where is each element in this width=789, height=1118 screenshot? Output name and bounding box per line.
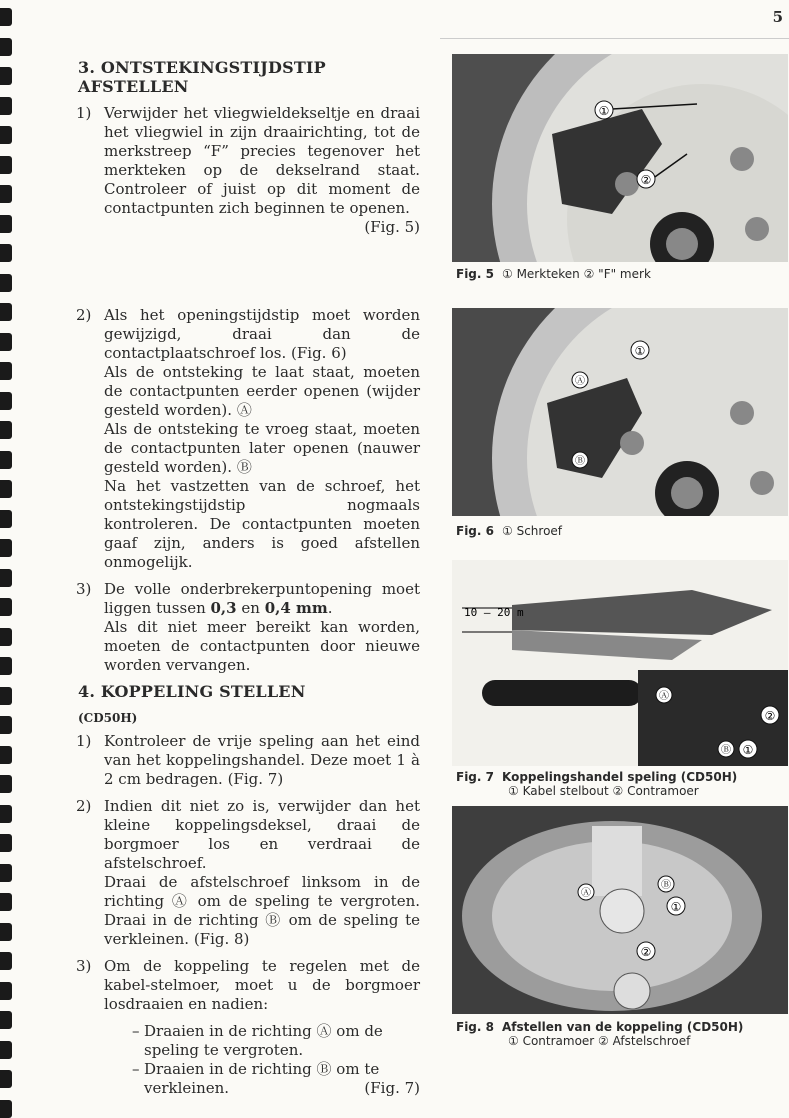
binding-ring — [0, 303, 12, 321]
binding-ring — [0, 775, 12, 793]
binding-ring — [0, 1041, 12, 1059]
binding-ring — [0, 805, 12, 823]
binding-ring — [0, 67, 12, 85]
page-number: 5 — [772, 8, 783, 26]
binding-ring — [0, 215, 12, 233]
fig6-callout-b: Ⓑ — [575, 456, 585, 467]
step-3-2: 2) Als het openingstijdstip moet worden gewijzigd, draai dan de contactplaatschroef los. (Fig. 6) Als de ontsteking te laat staat, moeten de contactpunten eerder openen (wijder gesteld worden). Ⓐ Als de ontsteking te vroeg staat, moeten de contactpunten later openen (nauwer gesteld worden). Ⓑ Na het vastzetten van de schroef, het ontstekingstijdstip nogmaals kontroleren. De contactpunten moeten gaaf zijn, anders is goed afstellen onmogelijk. — [76, 306, 420, 571]
binding-ring — [0, 598, 12, 616]
section-3-continued — [60, 306, 420, 683]
binding-ring — [0, 1070, 12, 1088]
binding-ring — [0, 746, 12, 764]
fig6-photo — [452, 308, 788, 516]
fig5-photo — [452, 54, 788, 262]
top-rule — [440, 38, 789, 39]
binding-ring — [0, 539, 12, 557]
binding-ring — [0, 569, 12, 587]
dash-item-2: – Draaien in de richting Ⓑ om te verkleinen. (Fig. 7) — [132, 1060, 420, 1097]
binding-ring — [0, 480, 12, 498]
binding-ring — [0, 421, 12, 439]
model-label: (CD50H) — [78, 711, 138, 725]
fig8-callout-a: Ⓐ — [581, 888, 591, 899]
fig7-callout-1: ① — [742, 743, 754, 757]
fig7-range: 10 — 20 m — [464, 606, 524, 619]
fig5-caption: Fig. 5 ① Merkteken ② "F" merk — [456, 267, 651, 281]
fig8-caption: Fig. 8 Afstellen van de koppeling (CD50H) ① Contramoer ② Afstelschroef — [456, 1020, 744, 1048]
fig8-photo — [452, 806, 788, 1014]
fig8-callout-1: ① — [670, 900, 682, 914]
binding-ring — [0, 392, 12, 410]
spiral-binding — [0, 0, 24, 1111]
step-3-3: 3) De volle onderbrekerpuntopening moet liggen tussen 0,3 en 0,4 mm. Als dit niet meer bereikt kan worden, moeten de contactpunten door nieuwe worden vervangen. — [76, 580, 420, 674]
fig6-callout-a: Ⓐ — [575, 376, 585, 387]
fig6-caption: Fig. 6 ① Schroef — [456, 524, 563, 538]
step-4-3: 3) Om de koppeling te regelen met de kabel-stelmoer, moet u de borgmoer losdraaien en nadien: — [76, 957, 420, 1013]
binding-ring — [0, 952, 12, 970]
binding-ring — [0, 628, 12, 646]
fig5-callout-2: ② — [640, 173, 652, 187]
binding-ring — [0, 657, 12, 675]
binding-ring — [0, 156, 12, 174]
fig8-callout-b: Ⓑ — [661, 880, 671, 891]
binding-ring — [0, 923, 12, 941]
fig5-callout-1: ① — [598, 104, 610, 118]
step-3-1: 1) Verwijder het vliegwieldekseltje en draai het vliegwiel in zijn draairichting, tot de merkstreep “F” precies tegenover het merkteken op de dekselrand staat. Controleer of juist op dit moment de contactpunten zich beginnen te openen. (Fig. 5) — [76, 104, 420, 236]
dash-item-1: – Draaien in de richting Ⓐ om de speling te vergroten. — [132, 1022, 383, 1059]
step-3-1-text: Verwijder het vliegwieldekseltje en draai het vliegwiel in zijn draairichting, tot de merkstreep “F” precies tegenover het merkteken op de dekselrand staat. Controleer of juist op dit moment de contactpunten zich beginnen te openen. — [104, 104, 420, 217]
fig-ref: (Fig. 5) — [364, 218, 420, 236]
section-3-title: 3. ONTSTEKINGSTIJDSTIP AFSTELLEN — [78, 58, 326, 96]
fig7-callout-2: ② — [764, 709, 776, 723]
binding-ring — [0, 244, 12, 262]
binding-ring — [0, 362, 12, 380]
fig7-caption: Fig. 7 Koppelingshandel speling (CD50H) ① Kabel stelbout ② Contramoer — [456, 770, 738, 798]
binding-ring — [0, 185, 12, 203]
binding-ring — [0, 1100, 12, 1118]
binding-ring — [0, 687, 12, 705]
step-4-2: 2) Indien dit niet zo is, verwijder dan het kleine koppelingsdeksel, draai de borgmoer los en verdraai de afstelschroef. Draai de afstelschroef linksom in de richting Ⓐ om de speling te vergroten. Draai in de richting Ⓑ om de speling te verkleinen. (Fig. 8) — [76, 797, 420, 948]
fig6-callout-1: ① — [634, 344, 646, 358]
step-4-1: 1) Kontroleer de vrije speling aan het eind van het koppelingshandel. Deze moet 1 à 2 cm bedragen. (Fig. 7) — [76, 732, 420, 788]
binding-ring — [0, 38, 12, 56]
binding-ring — [0, 126, 12, 144]
fig8-callout-2: ② — [640, 945, 652, 959]
binding-ring — [0, 451, 12, 469]
section-4-title: 4. KOPPELING STELLEN — [78, 682, 306, 701]
section-ignition-timing — [60, 58, 420, 245]
binding-ring — [0, 834, 12, 852]
binding-ring — [0, 510, 12, 528]
fig7-photo — [452, 560, 788, 766]
binding-ring — [0, 8, 12, 26]
binding-ring — [0, 97, 12, 115]
binding-ring — [0, 716, 12, 734]
binding-ring — [0, 893, 12, 911]
fig7-callout-b: Ⓑ — [721, 745, 731, 756]
binding-ring — [0, 864, 12, 882]
binding-ring — [0, 1011, 12, 1029]
section-clutch — [60, 682, 420, 1098]
binding-ring — [0, 982, 12, 1000]
binding-ring — [0, 333, 12, 351]
fig7-callout-a: Ⓐ — [659, 691, 669, 702]
binding-ring — [0, 274, 12, 292]
